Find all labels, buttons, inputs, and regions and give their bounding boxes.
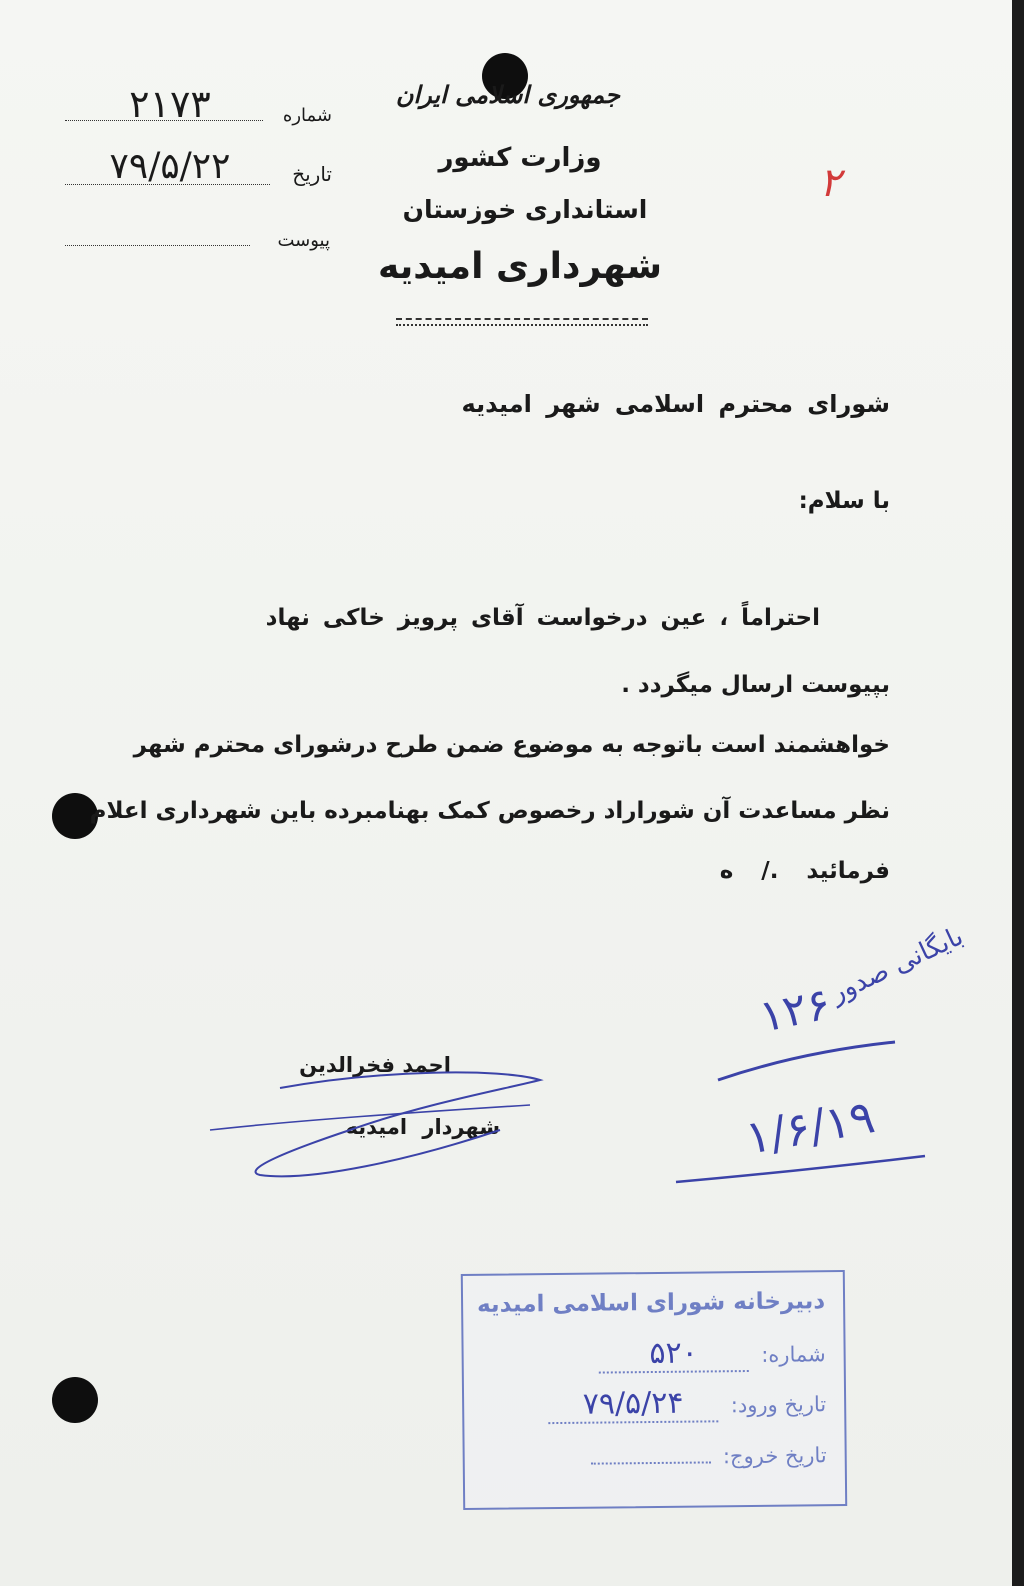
registry-stamp [461, 1270, 847, 1510]
stamp-entry-label: تاریخ ورود: [730, 1392, 827, 1418]
date-value: ۷۹/۵/۲۲ [109, 146, 231, 187]
letter-line-4: نظر مساعدت آن شوراراد رخصوص کمک بهنامبرده باین شهرداری اعلام [89, 798, 890, 824]
letterhead-republic: جمهوری اسلامی ایران [395, 80, 620, 109]
handwritten-note-date: ۱/۶/۱۹ [741, 1089, 879, 1165]
number-value: ۲۱۷۳ [129, 82, 211, 126]
handwritten-note-number: ۱۲۶ [755, 978, 835, 1043]
stamp-exit-value [590, 1441, 710, 1464]
attachment-line [65, 245, 250, 246]
letterhead-governorate: استانداری خوزستان [402, 195, 648, 224]
letter-line-1: احتراماً ، عین درخواست آقای پرویز خاکی نهاد [265, 605, 820, 631]
signer-title: شهردار امیدیه [345, 1115, 500, 1139]
stamp-entry-value: ۷۹/۵/۲۴ [548, 1385, 718, 1424]
number-label: شماره [282, 105, 332, 126]
header-divider [396, 318, 648, 326]
letterhead-municipality: شهرداری امیدیه [377, 246, 663, 287]
stamp-title: دبیرخانه شورای اسلامی امیدیه [476, 1288, 826, 1318]
stamp-exit-label: تاریخ خروج: [722, 1443, 827, 1469]
stamp-number-label: شماره: [761, 1342, 826, 1367]
margin-mark: ۲ [819, 160, 841, 206]
date-label: تاریخ [292, 162, 332, 186]
stamp-number-value: ۵۲۰ [598, 1335, 748, 1374]
signer-name: احمد فخرالدین [299, 1053, 451, 1077]
letter-line-2: بپیوست ارسال میگردد . [621, 672, 890, 698]
scan-edge [1012, 0, 1024, 1586]
attachment-label: پیوست [277, 230, 330, 251]
letterhead-ministry: وزارت کشور [438, 143, 602, 173]
handwritten-note-text: بایگانی صدور [825, 921, 968, 1009]
handwritten-underline [710, 1030, 900, 1090]
letter-line-5: فرمائید ./ ه [719, 858, 890, 884]
stamp-exit-row [590, 1440, 827, 1469]
stamp-entry-row [548, 1384, 826, 1424]
handwritten-date-underline [670, 1150, 930, 1190]
letter-recipient: شورای محترم اسلامی شهر امیدیه [461, 390, 890, 418]
stamp-number-row [598, 1334, 825, 1373]
letter-greeting: با سلام: [798, 488, 890, 514]
signature-scribble [200, 1050, 560, 1190]
punch-hole [52, 1377, 98, 1423]
letter-line-3: خواهشمند است باتوجه به موضوع ضمن طرح درشورای محترم شهر [133, 732, 890, 758]
